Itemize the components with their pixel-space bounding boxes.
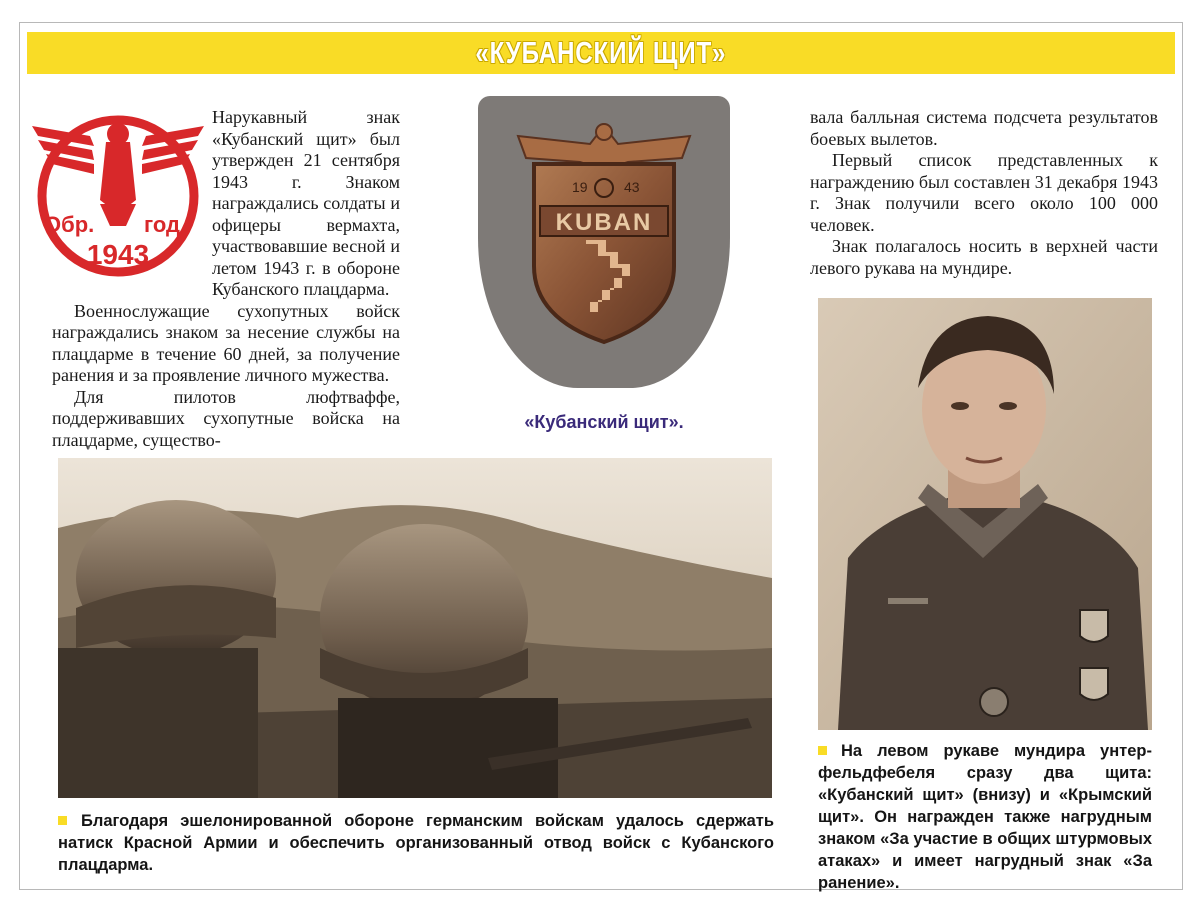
shield-year-left: 19 [572, 179, 588, 195]
stamp-right-text: год. [144, 212, 187, 237]
title-banner [27, 32, 1175, 74]
paragraph-ground-troops: Военнослужащие сухопутных войск награждались знаком за несение службы на плацдарме в течение 60 дней, за получение ранения и за проявление личного мужества. [52, 300, 400, 385]
portrait-photo [818, 298, 1152, 730]
crimea-shield-icon [1080, 610, 1108, 642]
soldiers-photo [58, 458, 772, 798]
soldiers-caption-text: Благодаря эшелонированной обороне германским войскам удалось сдержать натиск Красной Армии и обеспечить организованный отвод войск с Кубанского плацдарма. [58, 812, 774, 874]
article-column-2 [810, 107, 1158, 279]
paragraph-luftwaffe: Для пилотов люфтваффе, поддерживавших сухопутные войска на плацдарме, существо- [52, 386, 400, 450]
kuban-sleeve-shield-icon [1080, 668, 1108, 700]
stamp-year: 1943 [86, 239, 150, 270]
caption-bullet [818, 746, 827, 755]
article-column-1 [52, 107, 400, 451]
kuban-shield-photo [478, 96, 730, 388]
paragraph-first-list: Первый список представленных к награждению был составлен 31 декабря 1943 г. Знак получили всего около 100 000 человек. [810, 150, 1158, 235]
shield-year-right: 43 [624, 179, 640, 195]
shield-caption: «Кубанский щит». [524, 412, 684, 432]
page-title: «КУБАНСКИЙ ЩИТ» [475, 35, 727, 70]
paragraph-wearing: Знак полагалось носить в верхней части левого рукава на мундире. [810, 236, 1158, 278]
paragraph-scoring: вала балльная система подсчета результатов боевых вылетов. [810, 107, 1158, 149]
stamp-left-text: Обр. [44, 212, 95, 237]
assault-badge-icon [980, 688, 1008, 716]
paragraph-intro: Нарукавный знак «Кубанский щит» был утвержден 21 сентября 1943 г. Знаком награждались солдаты и офицеры вермахта, участвовавшие весной и летом 1943 г. в обороне Кубанского плацдарма. [212, 107, 400, 299]
portrait-photo-caption [818, 740, 1152, 894]
portrait-caption-text: На левом рукаве мундира унтер-фельдфебеля сразу два щита: «Кубанский щит» (внизу) и «Крымский щит». Он награжден также нагрудным знаком «За участие в общих штурмовых атаках» и имеет нагрудный знак «За ранение». [818, 742, 1152, 892]
caption-bullet [58, 816, 67, 825]
shield-emblem-text: KUBAN [555, 209, 653, 236]
soldiers-photo-caption [58, 810, 774, 876]
